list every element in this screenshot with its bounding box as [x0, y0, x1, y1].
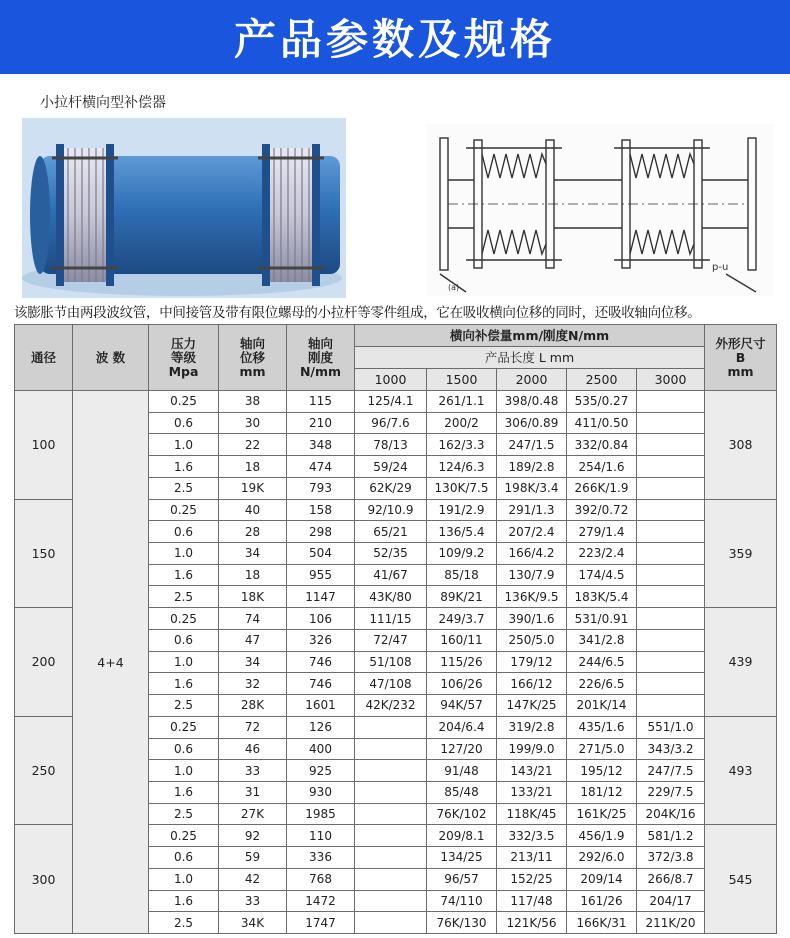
table-cell: 195/12: [567, 760, 637, 782]
table-cell: 76K/102: [427, 803, 497, 825]
table-cell: [355, 847, 427, 869]
table-cell: [637, 456, 705, 478]
table-cell: 2.5: [149, 586, 219, 608]
table-cell: 33: [219, 890, 287, 912]
table-cell: 2.5: [149, 912, 219, 934]
table-cell: 209/8.1: [427, 825, 497, 847]
table-cell: 133/21: [497, 781, 567, 803]
table-cell: 136K/9.5: [497, 586, 567, 608]
table-cell: 34K: [219, 912, 287, 934]
table-cell: 42: [219, 868, 287, 890]
table-cell: 59/24: [355, 456, 427, 478]
table-cell: [637, 477, 705, 499]
table-cell: [355, 912, 427, 934]
table-cell: 292/6.0: [567, 847, 637, 869]
table-cell: 768: [287, 868, 355, 890]
cell-outer-dimension: 308: [705, 391, 777, 500]
table-cell: 121K/56: [497, 912, 567, 934]
table-cell: 200/2: [427, 412, 497, 434]
spec-table-body: [15, 391, 777, 934]
table-cell: [637, 391, 705, 413]
table-cell: 166K/31: [567, 912, 637, 934]
cell-diameter: 250: [15, 716, 73, 825]
table-cell: 0.25: [149, 825, 219, 847]
table-cell: [637, 499, 705, 521]
table-cell: 152/25: [497, 868, 567, 890]
table-cell: 76K/130: [427, 912, 497, 934]
table-cell: 33: [219, 760, 287, 782]
table-row: [15, 391, 777, 413]
table-cell: 147K/25: [497, 695, 567, 717]
table-cell: 249/3.7: [427, 608, 497, 630]
table-cell: 551/1.0: [637, 716, 705, 738]
table-cell: [637, 608, 705, 630]
table-cell: 125/4.1: [355, 391, 427, 413]
table-cell: 134/25: [427, 847, 497, 869]
table-cell: [637, 521, 705, 543]
header-length-2000: 2000: [497, 369, 567, 391]
table-cell: 158: [287, 499, 355, 521]
table-cell: 1985: [287, 803, 355, 825]
table-cell: 162/3.3: [427, 434, 497, 456]
header-pressure: 压力 等级 Mpa: [149, 325, 219, 391]
table-cell: 793: [287, 477, 355, 499]
table-cell: 341/2.8: [567, 629, 637, 651]
table-cell: [637, 564, 705, 586]
table-cell: 189/2.8: [497, 456, 567, 478]
table-cell: 43K/80: [355, 586, 427, 608]
table-cell: [637, 543, 705, 565]
cell-outer-dimension: 493: [705, 716, 777, 825]
product-description: 该膨胀节由两段波纹管，中间接管及带有限位螺母的小拉杆等零件组成，它在吸收横向位移的同时，还吸收轴向位移。: [14, 305, 701, 321]
table-cell: 1.6: [149, 673, 219, 695]
header-length-1500: 1500: [427, 369, 497, 391]
table-cell: 1147: [287, 586, 355, 608]
table-cell: [355, 781, 427, 803]
table-cell: 74: [219, 608, 287, 630]
drawing-label-pu: p-u: [712, 262, 729, 273]
table-cell: 96/7.6: [355, 412, 427, 434]
table-cell: 85/48: [427, 781, 497, 803]
table-cell: 390/1.6: [497, 608, 567, 630]
table-cell: 89K/21: [427, 586, 497, 608]
table-cell: 117/48: [497, 890, 567, 912]
table-cell: [637, 586, 705, 608]
table-cell: 94K/57: [427, 695, 497, 717]
table-cell: 0.25: [149, 391, 219, 413]
table-cell: 210: [287, 412, 355, 434]
table-cell: [637, 629, 705, 651]
table-cell: 191/2.9: [427, 499, 497, 521]
table-cell: 166/4.2: [497, 543, 567, 565]
table-cell: 0.6: [149, 412, 219, 434]
table-cell: 319/2.8: [497, 716, 567, 738]
compensator-photo-icon: [22, 118, 346, 298]
table-cell: 261/1.1: [427, 391, 497, 413]
table-cell: 18K: [219, 586, 287, 608]
table-cell: 183K/5.4: [567, 586, 637, 608]
product-photo: [22, 118, 346, 298]
table-cell: 1.6: [149, 456, 219, 478]
table-cell: 1.0: [149, 760, 219, 782]
table-cell: 136/5.4: [427, 521, 497, 543]
table-cell: 1.0: [149, 868, 219, 890]
table-cell: 244/6.5: [567, 651, 637, 673]
table-cell: 198K/3.4: [497, 477, 567, 499]
table-cell: 474: [287, 456, 355, 478]
table-cell: 1.0: [149, 543, 219, 565]
table-cell: 226/6.5: [567, 673, 637, 695]
table-cell: 336: [287, 847, 355, 869]
table-cell: 40: [219, 499, 287, 521]
table-cell: 47: [219, 629, 287, 651]
table-cell: 211K/20: [637, 912, 705, 934]
table-cell: 118K/45: [497, 803, 567, 825]
table-cell: 392/0.72: [567, 499, 637, 521]
table-cell: 504: [287, 543, 355, 565]
table-cell: 31: [219, 781, 287, 803]
table-cell: 52/35: [355, 543, 427, 565]
table-cell: 229/7.5: [637, 781, 705, 803]
table-cell: 124/6.3: [427, 456, 497, 478]
spec-table: [14, 324, 777, 934]
table-cell: 0.6: [149, 738, 219, 760]
table-cell: 204K/16: [637, 803, 705, 825]
table-cell: 213/11: [497, 847, 567, 869]
table-cell: 0.25: [149, 608, 219, 630]
table-cell: 343/3.2: [637, 738, 705, 760]
table-cell: 27K: [219, 803, 287, 825]
table-cell: [637, 695, 705, 717]
table-cell: [355, 825, 427, 847]
cell-outer-dimension: 545: [705, 825, 777, 934]
table-cell: 109/9.2: [427, 543, 497, 565]
table-cell: 47/108: [355, 673, 427, 695]
table-cell: 85/18: [427, 564, 497, 586]
table-cell: 38: [219, 391, 287, 413]
table-cell: 2.5: [149, 695, 219, 717]
table-cell: 271/5.0: [567, 738, 637, 760]
header-waves: 波 数: [73, 325, 149, 391]
table-cell: 0.6: [149, 847, 219, 869]
table-cell: 535/0.27: [567, 391, 637, 413]
table-cell: 0.25: [149, 716, 219, 738]
table-cell: 41/67: [355, 564, 427, 586]
table-cell: 398/0.48: [497, 391, 567, 413]
table-cell: 92: [219, 825, 287, 847]
table-cell: 204/6.4: [427, 716, 497, 738]
table-cell: 247/1.5: [497, 434, 567, 456]
table-cell: [355, 890, 427, 912]
table-cell: 1.6: [149, 890, 219, 912]
cell-wave-count: 4+4: [73, 391, 149, 934]
table-cell: 59: [219, 847, 287, 869]
table-cell: 174/4.5: [567, 564, 637, 586]
table-cell: 254/1.6: [567, 456, 637, 478]
table-cell: 30: [219, 412, 287, 434]
table-cell: 1.0: [149, 651, 219, 673]
technical-drawing: [426, 124, 774, 296]
cell-outer-dimension: 359: [705, 499, 777, 608]
table-cell: [637, 673, 705, 695]
table-cell: 130K/7.5: [427, 477, 497, 499]
table-cell: 435/1.6: [567, 716, 637, 738]
table-cell: 166/12: [497, 673, 567, 695]
table-cell: 411/0.50: [567, 412, 637, 434]
table-cell: 126: [287, 716, 355, 738]
table-cell: 531/0.91: [567, 608, 637, 630]
table-cell: 266K/1.9: [567, 477, 637, 499]
table-cell: 127/20: [427, 738, 497, 760]
table-cell: 181/12: [567, 781, 637, 803]
table-cell: [355, 803, 427, 825]
table-cell: 78/13: [355, 434, 427, 456]
table-cell: 1.6: [149, 781, 219, 803]
table-cell: 143/21: [497, 760, 567, 782]
table-cell: 0.25: [149, 499, 219, 521]
table-cell: 279/1.4: [567, 521, 637, 543]
table-cell: 247/7.5: [637, 760, 705, 782]
table-cell: [637, 651, 705, 673]
table-cell: 72/47: [355, 629, 427, 651]
table-cell: 332/3.5: [497, 825, 567, 847]
table-cell: 96/57: [427, 868, 497, 890]
table-cell: 746: [287, 651, 355, 673]
page-title: 产品参数及规格: [233, 15, 556, 64]
header-length-2500: 2500: [567, 369, 637, 391]
table-cell: 160/11: [427, 629, 497, 651]
table-cell: 291/1.3: [497, 499, 567, 521]
table-cell: 348: [287, 434, 355, 456]
table-cell: [637, 434, 705, 456]
cell-diameter: 200: [15, 608, 73, 717]
table-cell: 34: [219, 651, 287, 673]
table-cell: 1601: [287, 695, 355, 717]
table-cell: 92/10.9: [355, 499, 427, 521]
table-cell: 2.5: [149, 477, 219, 499]
table-cell: 266/8.7: [637, 868, 705, 890]
table-cell: 32: [219, 673, 287, 695]
drawing-label-a: (a): [448, 283, 460, 292]
table-cell: 28K: [219, 695, 287, 717]
table-cell: 91/48: [427, 760, 497, 782]
compensator-drawing-icon: [426, 124, 774, 296]
table-cell: [355, 760, 427, 782]
table-cell: 18: [219, 456, 287, 478]
table-cell: 115/26: [427, 651, 497, 673]
table-cell: 326: [287, 629, 355, 651]
table-cell: 46: [219, 738, 287, 760]
table-cell: 955: [287, 564, 355, 586]
table-cell: 250/5.0: [497, 629, 567, 651]
table-cell: 111/15: [355, 608, 427, 630]
table-cell: 161/26: [567, 890, 637, 912]
table-cell: 372/3.8: [637, 847, 705, 869]
table-cell: 1747: [287, 912, 355, 934]
table-cell: 306/0.89: [497, 412, 567, 434]
table-cell: 0.6: [149, 521, 219, 543]
cell-diameter: 100: [15, 391, 73, 500]
table-cell: 110: [287, 825, 355, 847]
table-cell: 65/21: [355, 521, 427, 543]
table-cell: 1.6: [149, 564, 219, 586]
table-cell: 62K/29: [355, 477, 427, 499]
header-length-1000: 1000: [355, 369, 427, 391]
table-cell: 106: [287, 608, 355, 630]
header-axial-displacement: 轴向 位移 mm: [219, 325, 287, 391]
table-cell: 18: [219, 564, 287, 586]
table-cell: [355, 716, 427, 738]
table-cell: [355, 738, 427, 760]
table-cell: 34: [219, 543, 287, 565]
table-cell: 2.5: [149, 803, 219, 825]
table-cell: 106/26: [427, 673, 497, 695]
cell-outer-dimension: 439: [705, 608, 777, 717]
table-cell: 201K/14: [567, 695, 637, 717]
table-cell: 51/108: [355, 651, 427, 673]
table-cell: 115: [287, 391, 355, 413]
table-cell: 581/1.2: [637, 825, 705, 847]
table-cell: 400: [287, 738, 355, 760]
title-banner: [0, 0, 790, 74]
table-cell: 42K/232: [355, 695, 427, 717]
header-length-3000: 3000: [637, 369, 705, 391]
table-cell: 332/0.84: [567, 434, 637, 456]
table-cell: 204/17: [637, 890, 705, 912]
table-cell: 207/2.4: [497, 521, 567, 543]
table-cell: 130/7.9: [497, 564, 567, 586]
table-cell: 925: [287, 760, 355, 782]
table-cell: 209/14: [567, 868, 637, 890]
table-cell: 22: [219, 434, 287, 456]
table-cell: 1472: [287, 890, 355, 912]
cell-diameter: 150: [15, 499, 73, 608]
header-outer-dimension: 外形尺寸 B mm: [705, 325, 777, 391]
table-cell: 72: [219, 716, 287, 738]
header-axial-stiffness: 轴向 刚度 N/mm: [287, 325, 355, 391]
table-cell: [637, 412, 705, 434]
table-cell: 199/9.0: [497, 738, 567, 760]
table-cell: 161K/25: [567, 803, 637, 825]
table-cell: 456/1.9: [567, 825, 637, 847]
header-diameter: 通径: [15, 325, 73, 391]
table-cell: 28: [219, 521, 287, 543]
table-cell: 298: [287, 521, 355, 543]
table-cell: 74/110: [427, 890, 497, 912]
header-product-length: 产品长度 L mm: [355, 347, 705, 369]
table-cell: 223/2.4: [567, 543, 637, 565]
product-subtitle: 小拉杆横向型补偿器: [40, 95, 166, 111]
table-cell: [355, 868, 427, 890]
header-lateral-compensation: 横向补偿量mm/刚度N/mm: [355, 325, 705, 347]
table-cell: 930: [287, 781, 355, 803]
cell-diameter: 300: [15, 825, 73, 934]
table-cell: 746: [287, 673, 355, 695]
table-cell: 19K: [219, 477, 287, 499]
table-cell: 0.6: [149, 629, 219, 651]
table-cell: 1.0: [149, 434, 219, 456]
table-cell: 179/12: [497, 651, 567, 673]
